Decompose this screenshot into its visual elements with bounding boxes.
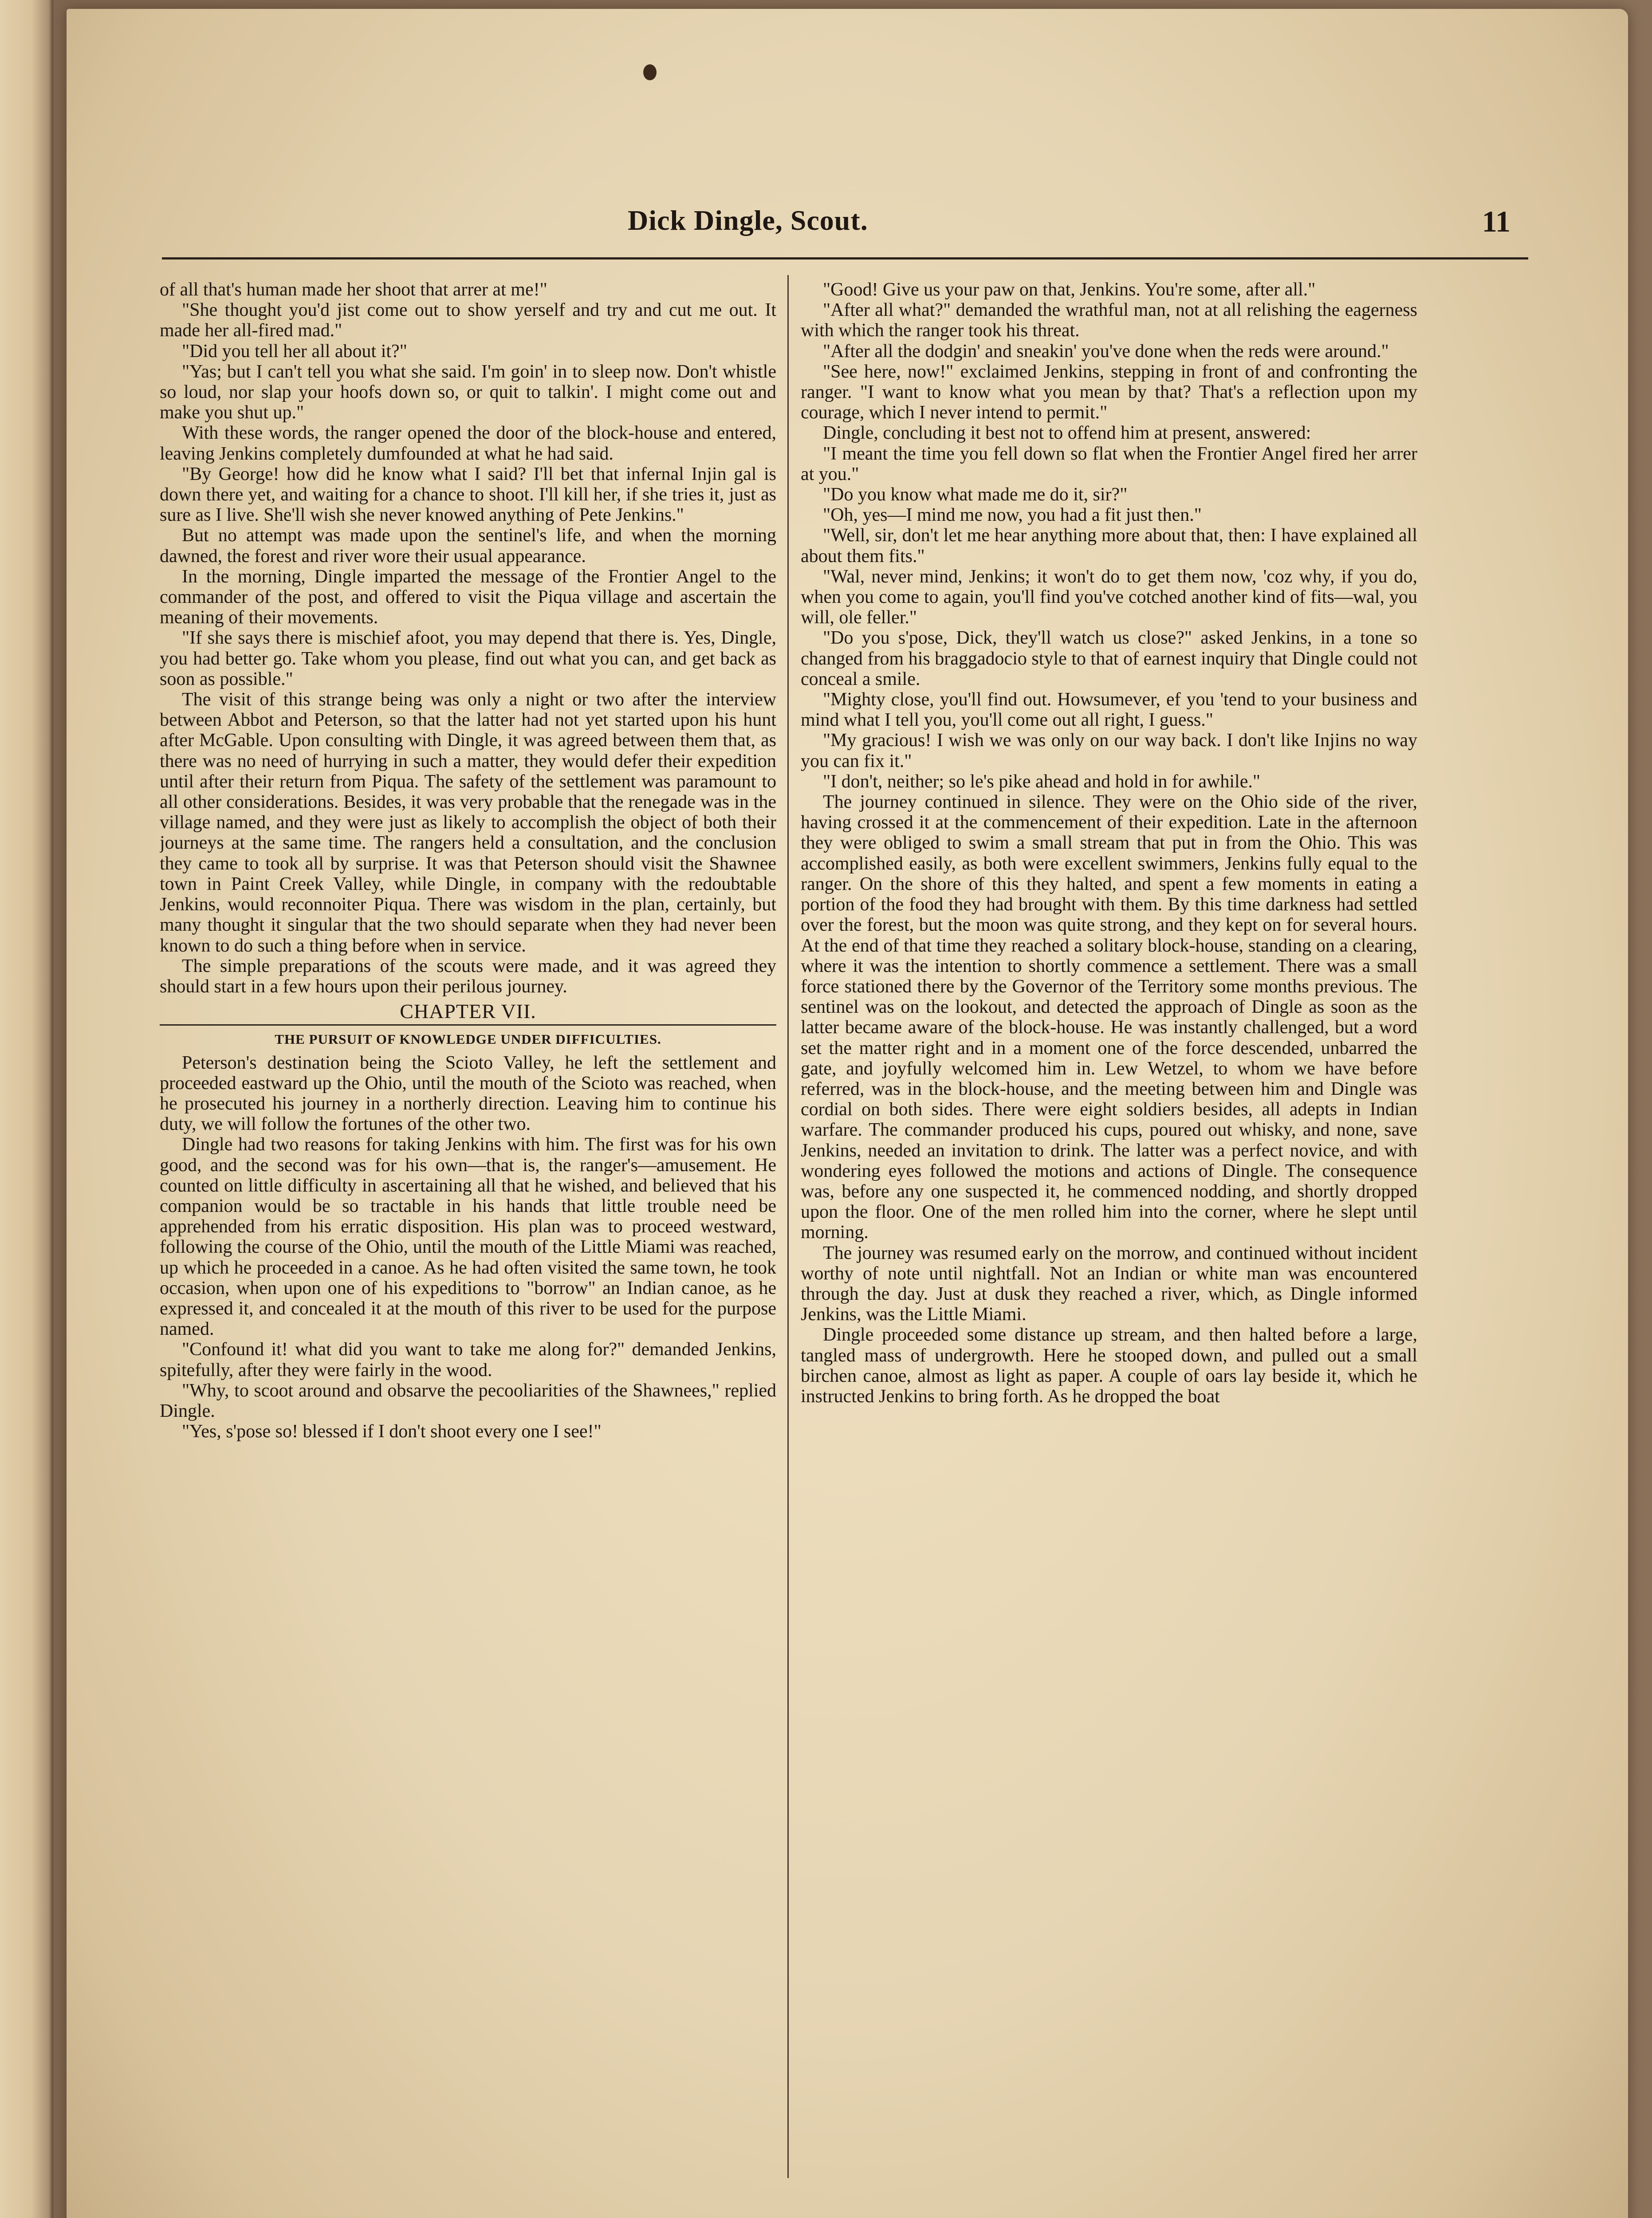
paragraph: The visit of this strange being was only a night or two after the interview between Abbot and Peterson, so that the latter had not yet started upon his hunt after McGable. Upon consulting with Dingle, it was agreed between them that, as there was no need of hurrying in such a matter, they would defer their expedition until after their return from Piqua. The safety of the settlement was paramount to all other considerations. Besides, it was very probable that the renegade was in the village named, and they were just as likely to accomplish the object of both their journeys at the same time. The rangers held a consultation, and the conclusion they came to took all by surprise. It was that Peterson should visit the Shawnee town in Paint Creek Valley, while Dingle, in company with the redoubtable Jenkins, would reconnoiter Piqua. There was wisdom in the plan, certainly, but many thought it singular that the two should separate when they had never been known to do such a thing before when in service. [160,689,776,956]
running-head: Dick Dingle, Scout. [628,204,868,236]
book-page [67,9,1628,2218]
left-column [160,279,776,2169]
paragraph: "Confound it! what did you want to take me along for?" demanded Jenkins, spitefully, after they were fairly in the wood. [160,1339,776,1380]
paragraph: "By George! how did he know what I said? I'll bet that infernal Injin gal is down there yet, and waiting for a chance to shoot. I'll kill her, if she tries it, just as sure as I live. She'll wish she never knowed anything of Pete Jenkins." [160,464,776,526]
paragraph: "If she says there is mischief afoot, you may depend that there is. Yes, Dingle, you had better go. Take whom you please, find out what you can, and get back as soon as possible." [160,628,776,689]
paragraph: "Yas; but I can't tell you what she said. I'm goin' in to sleep now. Don't whistle so loud, nor slap your hoofs down so, or quit to talkin'. I might come out and make you shut up." [160,361,776,423]
paragraph: "Wal, never mind, Jenkins; it won't do to get them now, 'coz why, if you do, when you come to again, you'll find you've cotched another kind of fits—wal, you will, ole feller." [801,566,1417,628]
paragraph: "I don't, neither; so le's pike ahead and hold in for awhile." [823,771,1260,792]
paragraph: "Yes, s'pose so! blessed if I don't shoot every one I see!" [182,1421,602,1442]
paragraph: The journey was resumed early on the morrow, and continued without incident worthy of note until nightfall. Not an Indian or white man was encountered through the day. Just at dusk they reached a river, which, as Dingle informed Jenkins, was the Little Miami. [801,1243,1417,1325]
paragraph: "Do you know what made me do it, sir?" [823,484,1128,505]
paragraph: "Do you s'pose, Dick, they'll watch us close?" asked Jenkins, in a tone so changed from his braggadocio style to that of earnest inquiry that Dingle could not conceal a smile. [801,628,1417,689]
paragraph: "I meant the time you fell down so flat when the Frontier Angel fired her arrer at you." [801,443,1417,484]
right-column [801,279,1417,2169]
staple-hole [643,64,657,80]
paragraph: "Well, sir, don't let me hear anything more about that, then: I have explained all about them fits." [801,525,1417,566]
paragraph: "My gracious! I wish we was only on our way back. I don't like Injins no way you can fix it." [801,730,1417,771]
paragraph: In the morning, Dingle imparted the message of the Frontier Angel to the commander of the post, and offered to visit the Piqua village and ascertain the meaning of their movements. [160,566,776,628]
paragraph: "Did you tell her all about it?" [182,341,407,362]
paragraph: "After all what?" demanded the wrathful man, not at all relishing the eagerness with which the ranger took his threat. [801,300,1417,341]
paragraph: "Good! Give us your paw on that, Jenkins. You're some, after all." [823,279,1316,300]
paragraph: The journey continued in silence. They were on the Ohio side of the river, having crossed it at the commencement of their expedition. Late in the afternoon they were obliged to swim a small stream that put in from the Ohio. This was accomplished easily, as both were excellent swimmers, Jenkins fully equal to the ranger. On the shore of this they halted, and spent a few moments in eating a portion of the food they had brought with them. By this time darkness had settled over the forest, but the moon was quite strong, and they kept on for several hours. At the end of that time they reached a solitary block-house, standing on a clearing, where it was the intention to shortly commence a settlement. There was a small force stationed there by the Governor of the Territory some months previous. The sentinel was on the lookout, and detected the approach of Dingle as soon as the latter became aware of the block-house. He was instantly challenged, but a word set the matter right and in a moment one of the force descended, unbarred the gate, and joyfully welcomed him in. Lew Wetzel, to whom we have before referred, was in the block-house, and the meeting between him and Dingle was cordial on both sides. There were eight soldiers besides, all adepts in Indian warfare. The commander produced his cups, poured out whisky, and none, save Jenkins, needed an invitation to drink. The latter was a perfect novice, and with wondering eyes followed the motions and actions of Dingle. The consequence was, before any one suspected it, he commenced nodding, and shortly dropped upon the floor. One of the men rolled him into the corner, where he slept until morning. [801,792,1417,1243]
paragraph: The simple preparations of the scouts were made, and it was agreed they should start in a few hours upon their perilous journey. [160,956,776,997]
page-header [67,204,1628,257]
paragraph: "Oh, yes—I mind me now, you had a fit just then." [823,505,1202,526]
paragraph: "See here, now!" exclaimed Jenkins, stepping in front of and confronting the ranger. "I want to know what you mean by that? That's a reflection upon my courage, which I never intend to permit." [801,361,1417,423]
facing-page-edge [0,0,53,2218]
chapter-subtitle: THE PURSUIT OF KNOWLEDGE UNDER DIFFICULTIES. [160,1024,776,1050]
paragraph: But no attempt was made upon the sentinel's life, and when the morning dawned, the forest and river wore their usual appearance. [160,525,776,566]
paragraph: Dingle had two reasons for taking Jenkins with him. The first was for his own good, and the second was for his own—that is, the ranger's—amusement. He counted on little difficulty in ascertaining all that he wished, and believed that his companion would be so tractable in his hands that little trouble need be apprehended from his erratic disposition. His plan was to proceed westward, following the course of the Ohio, until the mouth of the Little Miami was reached, up which he proceeded in a canoe. As he had often visited the same town, he took occasion, when upon one of his expeditions to "borrow" an Indian canoe, as he expressed it, and concealed it at the mouth of this river to be used for the purpose named. [160,1134,776,1340]
chapter-title: CHAPTER VII. [400,1000,536,1023]
header-rule [162,257,1528,260]
paragraph: Peterson's destination being the Scioto Valley, he left the settlement and proceeded eastward up the Ohio, until the mouth of the Scioto was reached, when he prosecuted his journey in a northerly direction. Leaving him to continue his duty, we will follow the fortunes of the other two. [160,1052,776,1135]
page-number: 11 [1482,204,1510,238]
paragraph: With these words, the ranger opened the door of the block-house and entered, leaving Jenkins completely dumfounded at what he had said. [160,423,776,464]
paragraph: Dingle proceeded some distance up stream, and then halted before a large, tangled mass of undergrowth. Here he stooped down, and pulled out a small birchen canoe, almost as light as paper. A couple of oars lay beside it, which he instructed Jenkins to bring forth. As he dropped the boat [801,1325,1417,1407]
paragraph: "She thought you'd jist come out to show yerself and try and cut me out. It made her all-fired mad." [160,300,776,341]
column-divider [787,275,789,2178]
paragraph: of all that's human made her shoot that arrer at me!" [160,279,547,300]
paragraph: "Mighty close, you'll find out. Howsumever, ef you 'tend to your business and mind what I tell you, you'll come out all right, I guess." [801,689,1417,731]
paragraph: "Why, to scoot around and obsarve the pecooliarities of the Shawnees," replied Dingle. [160,1380,776,1421]
paragraph: "After all the dodgin' and sneakin' you've done when the reds were around." [823,341,1389,362]
paragraph: Dingle, concluding it best not to offend him at present, answered: [823,423,1311,444]
